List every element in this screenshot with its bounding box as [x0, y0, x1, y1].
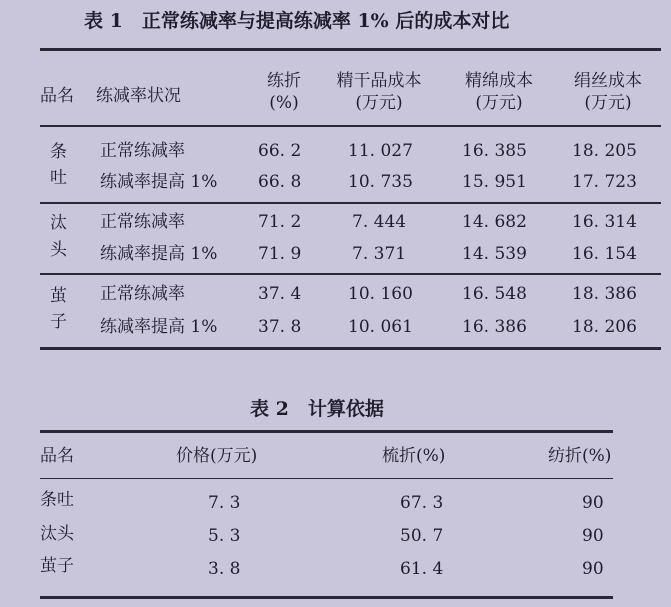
table1-bottom-rule: [40, 347, 661, 350]
table2-header-name: 品名: [40, 446, 74, 466]
table1-group-name-char: 子: [50, 312, 67, 332]
table1-group-name-char: 条: [50, 142, 67, 162]
table1-header-spun: 精绵成本 (万元): [465, 71, 533, 113]
table1-header-silk: 绢丝成本 (万元): [574, 71, 642, 113]
table1-title: 表 1 正常练减率与提高练减率 1% 后的成本对比: [84, 10, 510, 32]
table1-header-name: 品名: [40, 86, 74, 106]
table1-header-status: 练减率状况: [96, 86, 181, 106]
table2-header-rule: [40, 478, 613, 479]
table1-top-rule: [40, 48, 661, 51]
table2-top-rule: [40, 430, 613, 433]
table1-group-name-char: 吐: [50, 168, 67, 188]
table2-header-combing: 梳折(%): [382, 446, 446, 466]
document-page: 表 1 正常练减率与提高练减率 1% 后的成本对比 品名 练减率状况 练折 (%) 精干品成本 (万元) 精绵成本 (万元) 绢丝成本 (万元) 条 吐 正常练减率 66. 2 11. 027 16. 385 18. 205 练减率提高 1% 66. 8 10. 735 15. 951 17. 723 汰 头 正常练减率 71. 2 7. 444 14. 682 16. 314 练减率提高 1% 71. 9 7. 371 14. 539 16. 154 茧 子 正常练减率 37. 4 10. 160 16. 548 18. 386 练减率提高 1% 37. 8 10. 061 16. 386 18. 206 表 2 计算依据 品名 价格(万元) 梳折(%) 纺折(%) 条吐 7. 3 67. 3 90 汰头 5. 3 50. 7 90 茧子 3. 8 61. 4 90: [0, 0, 671, 607]
table2-header-price: 价格(万元): [176, 446, 258, 466]
table1-group-name-char: 汰: [50, 213, 67, 233]
table1-group-name-char: 茧: [50, 286, 67, 306]
table2-bottom-rule: [40, 596, 613, 599]
table1-header-rule: [40, 125, 661, 127]
table1-header-yield: 练折 (%): [267, 71, 301, 113]
table1-group-rule: [40, 273, 661, 275]
table2-title: 表 2 计算依据: [250, 398, 384, 420]
table1-group-rule: [40, 202, 661, 204]
table1-group-name-char: 头: [50, 240, 67, 260]
table2-header-spinning: 纺折(%): [548, 446, 612, 466]
table1-header-refined: 精干品成本 (万元): [336, 71, 422, 113]
